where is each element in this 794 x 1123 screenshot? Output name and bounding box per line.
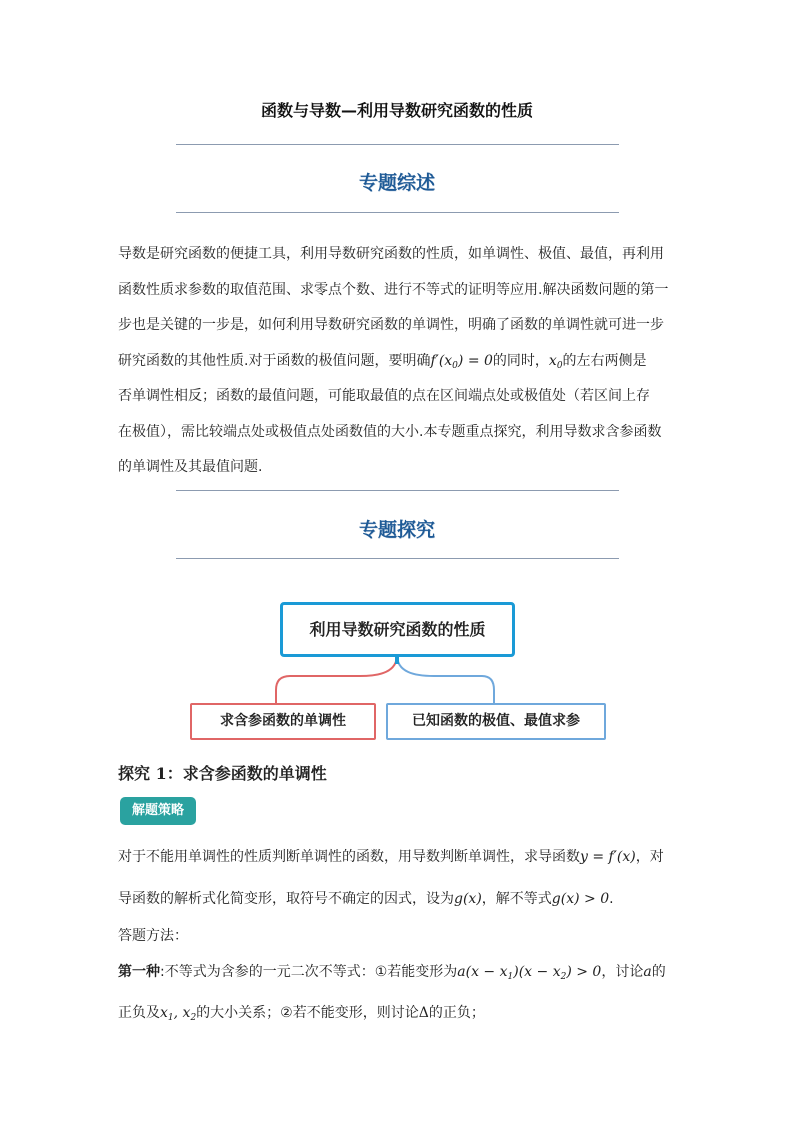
mindmap-node-extremum: 已知函数的极值、最值求参 [386, 703, 606, 740]
text-line: 研究函数的其他性质.对于函数的极值问题，要明确$f'(x_0) = 0$的同时，$x_0$的左右两侧是 [118, 352, 647, 371]
text-line: 步也是关键的一步是，如何利用导数研究函数的单调性，明确了函数的单调性就可进一步 [118, 317, 664, 333]
strategy-badge: 解题策略 [120, 797, 196, 825]
text-line: 在极值），需比较端点处或极值点处函数值的大小.本专题重点探究，利用导数求含参函数 [118, 423, 662, 440]
math-formula: $f'(x_0) = 0$ [430, 352, 493, 371]
connector-right [397, 655, 494, 705]
explore-heading: 探究 1：求含参函数的单调性 [118, 764, 327, 783]
text-line: 的单调性及其最值问题. [118, 459, 263, 475]
text-line: 导函数的解析式化简变形，取符号不确定的因式，设为g(x)，解不等式g(x) > 0. [118, 891, 614, 907]
math-formula: g(x) > 0 [551, 891, 610, 907]
mindmap-root-node: 利用导数研究函数的性质 [280, 602, 515, 657]
text-line: 第一种:不等式为含参的一元二次不等式：①若能变形为$a(x - x_1)(x - x_2) > 0$，讨论a的 [118, 964, 666, 982]
text-line: 导数是研究函数的便捷工具，利用导数研究函数的性质，如单调性、极值、最值，再利用 [118, 246, 664, 262]
connector-left [276, 655, 397, 705]
text-line: 否单调性相反；函数的最值问题，可能取最值的点在区间端点处或极值处（若区间上存 [118, 388, 650, 404]
section-heading-explore: 专题探究 [358, 519, 435, 541]
section-heading-overview: 专题综述 [358, 172, 435, 194]
math-formula: $x_1$, $x_2$ [160, 1005, 197, 1023]
text-line: 函数性质求参数的取值范围、求零点个数、进行不等式的证明等应用.解决函数问题的第一 [118, 281, 669, 298]
math-formula: g(x) [454, 891, 482, 907]
page-title: 函数与导数—利用导数研究函数的性质 [260, 101, 533, 120]
math-formula: y = f′(x) [580, 849, 636, 865]
method-label: 答题方法： [118, 928, 188, 944]
math-formula: $x_0$ [548, 352, 563, 371]
math-formula: $a(x - x_1)(x - x_2) > 0$ [457, 964, 602, 982]
text-line: 对于不能用单调性的性质判断单调性的函数，用导数判断单调性，求导函数y = f′(x)，对 [118, 849, 664, 865]
text-line: 正负及$x_1$, $x_2$的大小关系；②若不能变形，则讨论Δ的正负； [118, 1005, 485, 1023]
mindmap-node-monotonicity: 求含参函数的单调性 [190, 703, 376, 740]
